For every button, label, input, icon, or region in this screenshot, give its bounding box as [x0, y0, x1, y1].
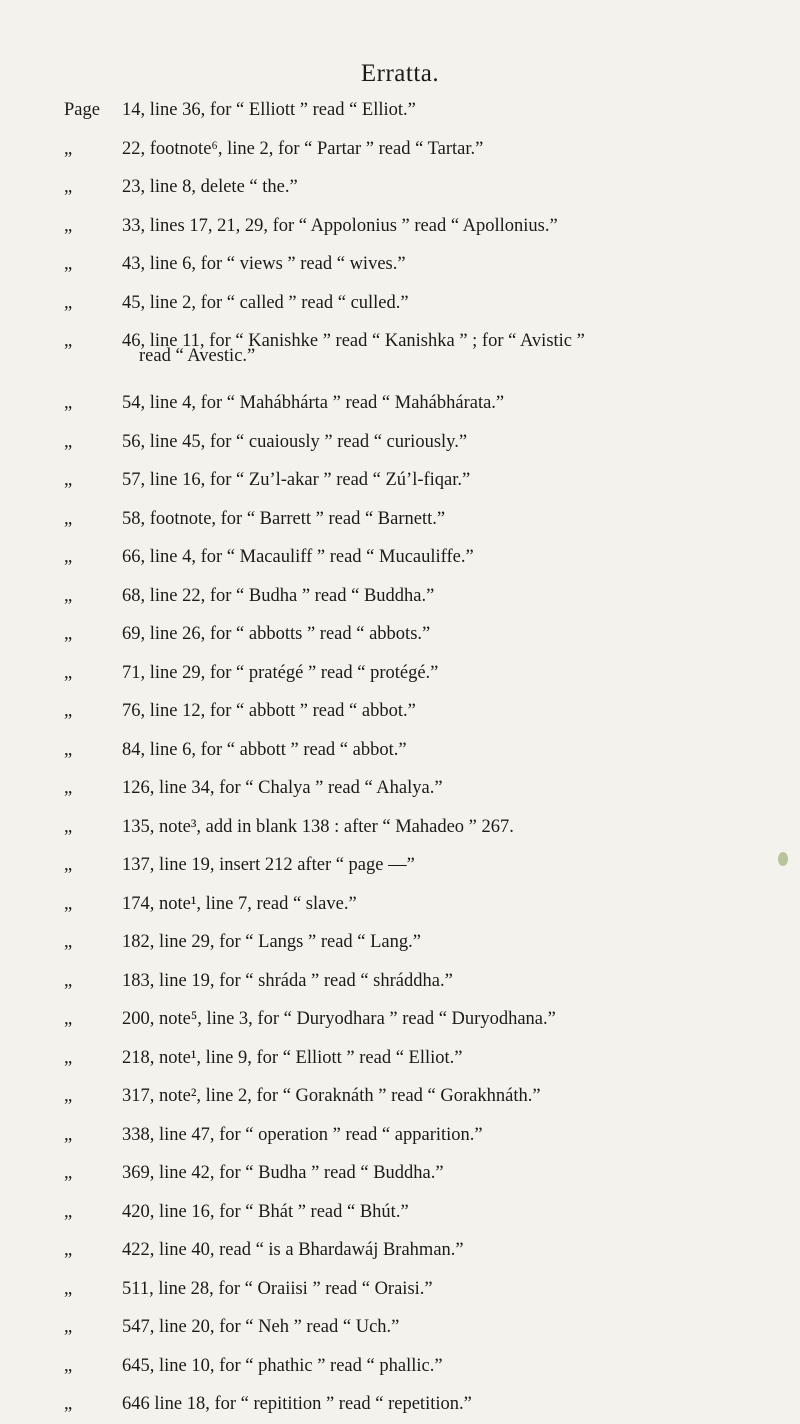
entry-text: 68, line 22, for “ Budha ” read “ Buddha.” [122, 585, 435, 606]
ditto-mark: „ [64, 893, 73, 914]
ditto-mark: „ [64, 585, 73, 606]
entry-text: 218, note¹, line 9, for “ Elliott ” read “ Elliot.” [122, 1047, 463, 1068]
entry-text: 200, note⁵, line 3, for “ Duryodhara ” read “ Duryodhana.” [122, 1009, 556, 1029]
entry-continuation: read “ Avestic.” [139, 346, 256, 366]
ditto-mark: „ [64, 1317, 73, 1337]
ditto-mark: „ [64, 739, 73, 760]
ditto-mark: „ [64, 932, 73, 952]
entry-text: 511, line 28, for “ Oraiisi ” read “ Oraisi.” [122, 1278, 433, 1299]
entry-text: 33, lines 17, 21, 29, for “ Appolonius ” read “ Apollonius.” [122, 215, 558, 236]
errata-entry [64, 245, 764, 284]
ditto-mark: „ [64, 331, 73, 351]
errata-entry [64, 808, 764, 847]
errata-entry [64, 1347, 764, 1386]
entry-text: 420, line 16, for “ Bhát ” read “ Bhút.” [122, 1201, 409, 1222]
ditto-mark: „ [64, 393, 73, 413]
entry-text: 135, note³, add in blank 138 : after “ Mahadeo ” 267. [122, 816, 514, 837]
ditto-mark: „ [64, 215, 73, 236]
ditto-mark: „ [64, 624, 73, 644]
errata-entry [64, 654, 764, 693]
entry-text: 126, line 34, for “ Chalya ” read “ Ahalya.” [122, 778, 443, 798]
entry-text: 56, line 45, for “ cuaiously ” read “ curiously.” [122, 431, 468, 452]
ditto-mark: „ [64, 470, 73, 490]
entry-text: 137, line 19, insert 212 after “ page —” [122, 855, 415, 875]
entry-text: 183, line 19, for “ shráda ” read “ shráddha.” [122, 970, 453, 991]
ditto-mark: „ [64, 547, 73, 567]
ditto-mark: „ [64, 254, 73, 274]
errata-entry [64, 769, 764, 808]
errata-entry [64, 168, 764, 207]
entry-text: 547, line 20, for “ Neh ” read “ Uch.” [122, 1317, 400, 1337]
entry-text: 182, line 29, for “ Langs ” read “ Lang.” [122, 932, 421, 952]
ditto-mark: „ [64, 431, 73, 452]
ditto-mark: „ [64, 662, 73, 683]
ditto-mark: „ [64, 1355, 73, 1376]
entry-text: 174, note¹, line 7, read “ slave.” [122, 893, 357, 914]
entry-text: 14, line 36, for “ Elliott ” read “ Elliot.” [122, 100, 416, 120]
errata-entry [64, 615, 764, 654]
errata-entry [64, 846, 764, 885]
errata-entry [64, 384, 764, 423]
errata-entry [64, 692, 764, 731]
ditto-mark: „ [64, 1394, 73, 1414]
ditto-mark: „ [64, 701, 73, 721]
entry-prefix: Page [64, 100, 100, 120]
entry-text: 338, line 47, for “ operation ” read “ apparition.” [122, 1124, 483, 1145]
ditto-mark: „ [64, 508, 73, 529]
errata-entry [64, 731, 764, 770]
entry-text: 23, line 8, delete “ the.” [122, 177, 298, 197]
errata-entry [64, 284, 764, 323]
errata-entry [64, 1231, 764, 1270]
ditto-mark: „ [64, 1163, 73, 1183]
ditto-mark: „ [64, 177, 73, 197]
errata-entry [64, 1154, 764, 1193]
entry-text: 422, line 40, read “ is a Bhardawáj Brahman.” [122, 1240, 464, 1260]
entry-text: 66, line 4, for “ Macauliff ” read “ Mucauliffe.” [122, 547, 474, 567]
errata-list [64, 91, 764, 1424]
errata-entry [64, 461, 764, 500]
ditto-mark: „ [64, 1009, 73, 1029]
ditto-mark: „ [64, 138, 73, 159]
entry-text: 645, line 10, for “ phathic ” read “ phallic.” [122, 1355, 443, 1376]
errata-entry [64, 91, 764, 130]
errata-entry [64, 130, 764, 169]
ditto-mark: „ [64, 1047, 73, 1068]
errata-entry [64, 1193, 764, 1232]
errata-entry [64, 207, 764, 246]
entry-text: 317, note², line 2, for “ Goraknáth ” read “ Gorakhnáth.” [122, 1086, 541, 1106]
errata-entry [64, 577, 764, 616]
errata-entry [64, 1039, 764, 1078]
errata-entry [64, 423, 764, 462]
errata-entry [64, 1270, 764, 1309]
errata-entry [64, 538, 764, 577]
errata-entry [64, 500, 764, 539]
ditto-mark: „ [64, 855, 73, 875]
errata-entry [64, 1116, 764, 1155]
errata-entry [64, 1000, 764, 1039]
ditto-mark: „ [64, 778, 73, 798]
page-title: Erratta. [360, 60, 440, 87]
errata-entry [64, 1385, 764, 1424]
entry-text: 84, line 6, for “ abbott ” read “ abbot.” [122, 739, 407, 760]
ditto-mark: „ [64, 1124, 73, 1145]
ditto-mark: „ [64, 970, 73, 991]
entry-text: 54, line 4, for “ Mahábhárta ” read “ Mahábhárata.” [122, 393, 505, 413]
entry-text: 76, line 12, for “ abbott ” read “ abbot.” [122, 701, 416, 721]
entry-text: 369, line 42, for “ Budha ” read “ Buddha.” [122, 1163, 444, 1183]
entry-text: 69, line 26, for “ abbotts ” read “ abbots.” [122, 624, 431, 644]
ditto-mark: „ [64, 1278, 73, 1299]
entry-text: 646 line 18, for “ repitition ” read “ repetition.” [122, 1394, 472, 1414]
entry-text: 46, line 11, for “ Kanishke ” read “ Kanishka ” ; for “ Avistic ” [122, 331, 585, 351]
paper-stain [778, 852, 788, 866]
ditto-mark: „ [64, 292, 73, 313]
errata-entry [64, 923, 764, 962]
entry-text: 45, line 2, for “ called ” read “ culled.” [122, 292, 409, 313]
errata-entry [64, 322, 764, 384]
errata-entry [64, 1308, 764, 1347]
ditto-mark: „ [64, 1240, 73, 1260]
entry-text: 71, line 29, for “ pratégé ” read “ protégé.” [122, 662, 439, 683]
errata-entry [64, 885, 764, 924]
ditto-mark: „ [64, 1086, 73, 1106]
entry-text: 57, line 16, for “ Zu’l-akar ” read “ Zú’l-fiqar.” [122, 470, 471, 490]
ditto-mark: „ [64, 816, 73, 837]
errata-entry [64, 1077, 764, 1116]
ditto-mark: „ [64, 1201, 73, 1222]
entry-text: 58, footnote, for “ Barrett ” read “ Barnett.” [122, 508, 446, 529]
entry-text: 43, line 6, for “ views ” read “ wives.” [122, 254, 406, 274]
entry-text: 22, footnote⁶, line 2, for “ Partar ” read “ Tartar.” [122, 138, 484, 159]
errata-entry [64, 962, 764, 1001]
